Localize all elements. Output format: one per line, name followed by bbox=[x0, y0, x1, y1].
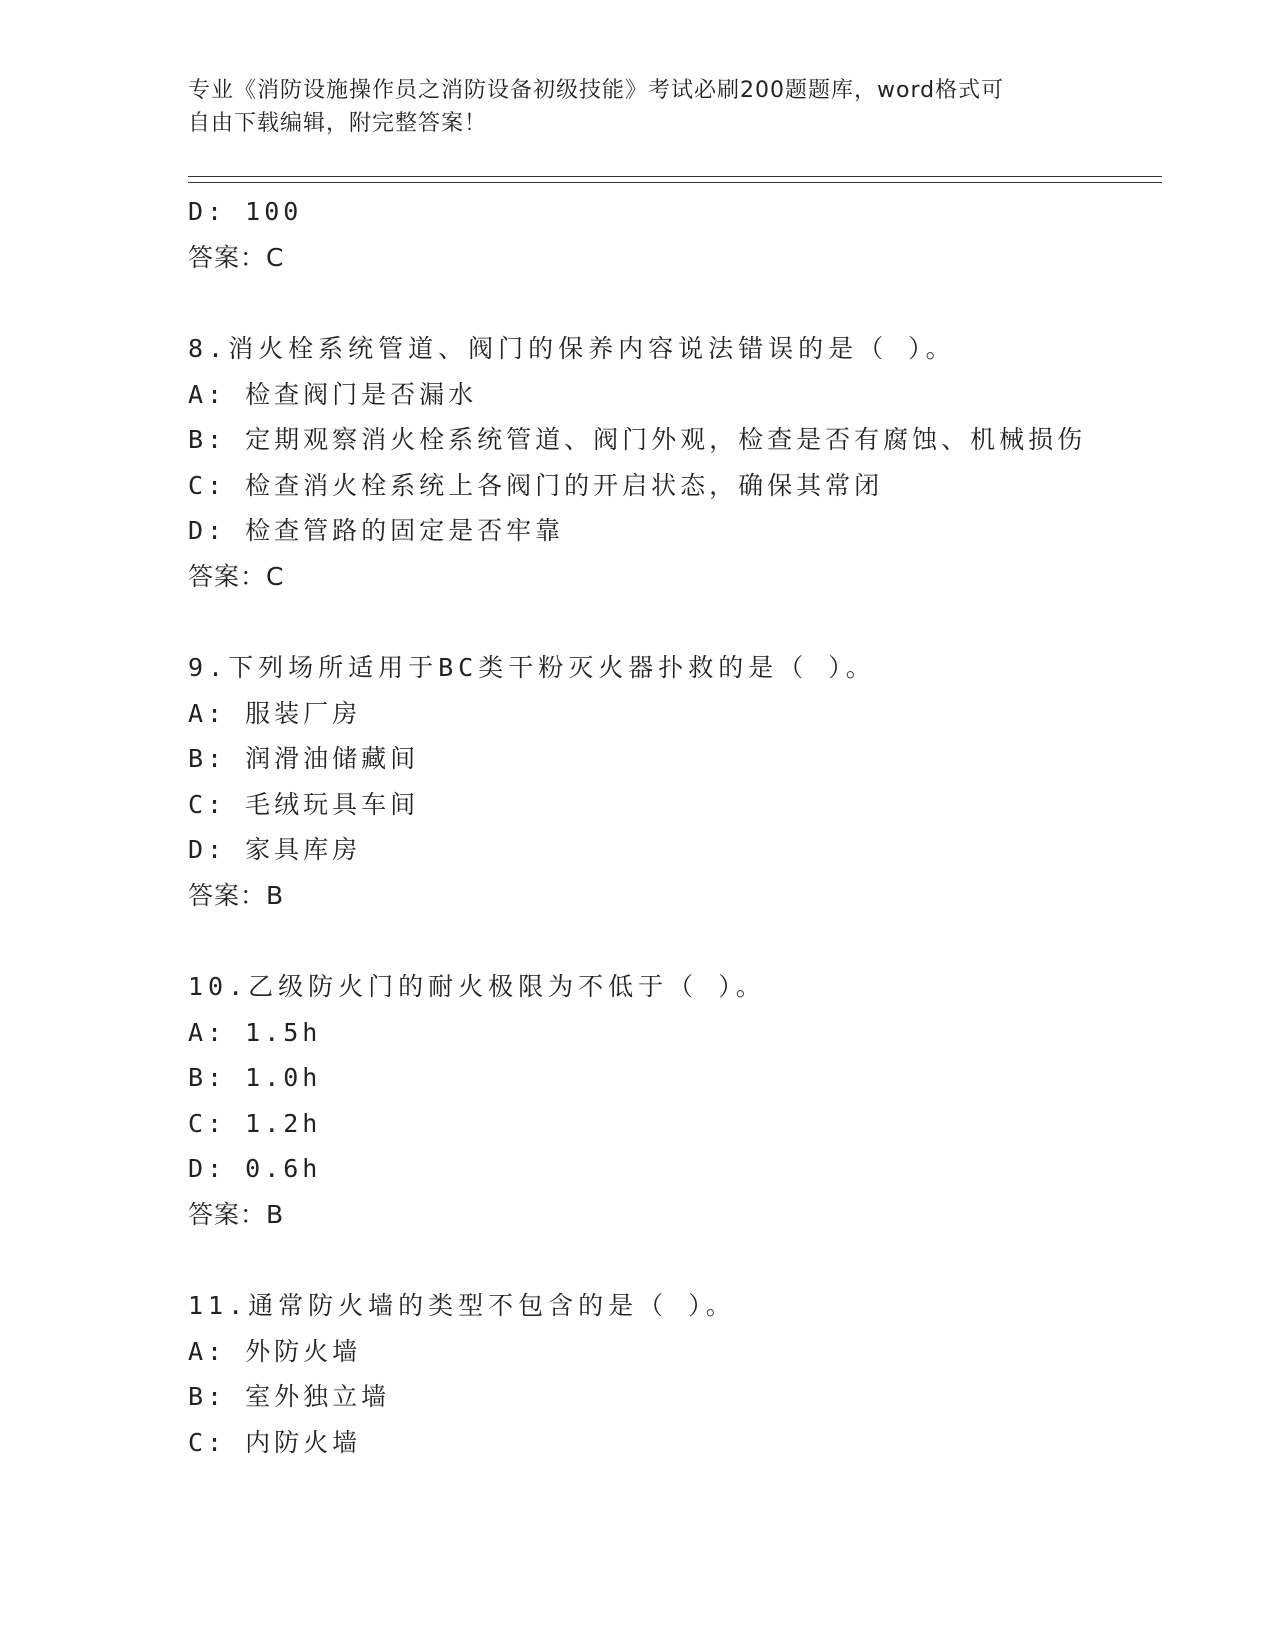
question-title: 10.乙级防火门的耐火极限为不低于（ ）。 bbox=[188, 972, 766, 1001]
option-a: A: 检查阀门是否漏水 bbox=[188, 379, 478, 409]
option-b: B: 1.0h bbox=[188, 1063, 322, 1092]
answer-line: 答案：B bbox=[188, 880, 285, 910]
question-title: 11.通常防火墙的类型不包含的是（ ）。 bbox=[188, 1291, 736, 1320]
option-c: C: 检查消火栓系统上各阀门的开启状态，确保其常闭 bbox=[188, 470, 884, 500]
option-a: A: 1.5h bbox=[188, 1017, 322, 1047]
option-d: D: 0.6h bbox=[188, 1154, 322, 1183]
answer-line: 答案：C bbox=[188, 561, 285, 591]
question-9 bbox=[188, 645, 1168, 918]
question-8 bbox=[188, 326, 1168, 599]
answer-line: 答案：B bbox=[188, 1199, 285, 1229]
option-c: C: 毛绒玩具车间 bbox=[188, 789, 420, 819]
option-b: B: 润滑油储藏间 bbox=[188, 744, 420, 773]
option-a: A: 外防火墙 bbox=[188, 1336, 362, 1366]
option-d: D: 检查管路的固定是否牢靠 bbox=[188, 516, 565, 545]
header-rule-bottom bbox=[188, 182, 1162, 183]
spacer bbox=[188, 599, 1168, 645]
spacer bbox=[188, 280, 1168, 326]
previous-question-tail bbox=[188, 189, 1168, 280]
question-title: 9.下列场所适用于BC类干粉灭火器扑救的是（ ）。 bbox=[188, 653, 876, 682]
option-d: D: 100 bbox=[188, 197, 303, 226]
spacer bbox=[188, 918, 1168, 964]
spacer bbox=[188, 1237, 1168, 1283]
option-b: B: 室外独立墙 bbox=[188, 1382, 391, 1411]
answer-line: 答案：C bbox=[188, 242, 285, 272]
question-title: 8.消火栓系统管道、阀门的保养内容说法错误的是（ ）。 bbox=[188, 334, 956, 363]
header-rule-top bbox=[188, 176, 1162, 177]
option-d: D: 家具库房 bbox=[188, 835, 362, 864]
question-11 bbox=[188, 1283, 1168, 1465]
question-content bbox=[188, 189, 1168, 1465]
option-c: C: 内防火墙 bbox=[188, 1427, 362, 1457]
question-10 bbox=[188, 964, 1168, 1237]
option-b: B: 定期观察消火栓系统管道、阀门外观，检查是否有腐蚀、机械损伤 bbox=[188, 425, 1087, 454]
option-a: A: 服装厂房 bbox=[188, 698, 362, 728]
header-line-1: 专业《消防设施操作员之消防设备初级技能》考试必刷200题题库，word格式可 bbox=[188, 78, 1005, 103]
option-c: C: 1.2h bbox=[188, 1108, 322, 1138]
document-header bbox=[188, 74, 1088, 140]
header-line-2: 自由下载编辑，附完整答案！ bbox=[188, 111, 488, 136]
